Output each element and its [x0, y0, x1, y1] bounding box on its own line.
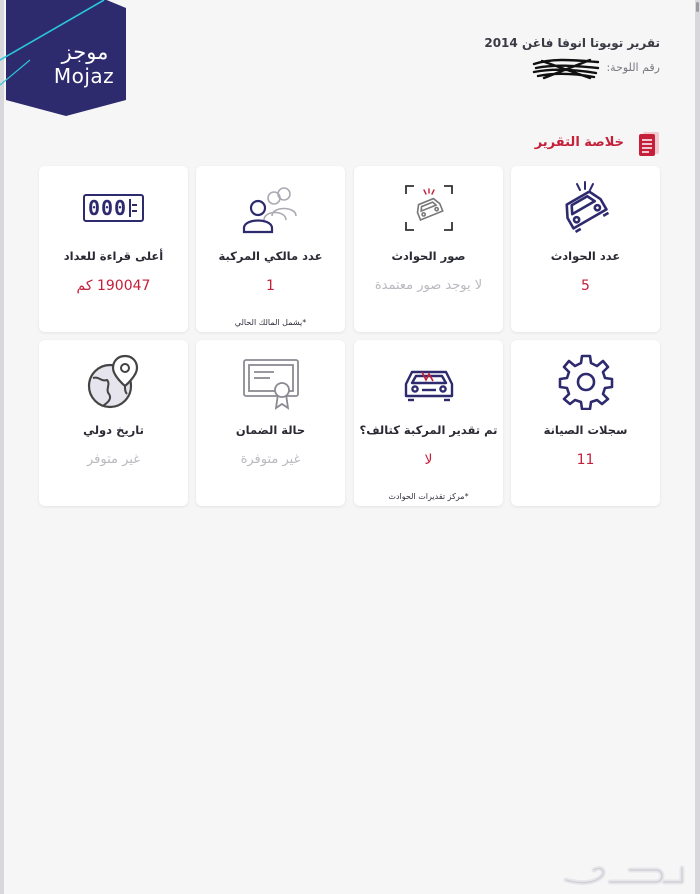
- odometer-icon: [83, 180, 145, 236]
- plate-label: رقم اللوحة:: [606, 61, 660, 74]
- card-total-loss: [354, 340, 503, 506]
- odometer-digits: 000: [87, 196, 128, 220]
- card-label: حالة الضمان: [235, 423, 306, 437]
- section-title: خلاصة التقرير: [534, 135, 624, 150]
- card-value: غير متوفر: [86, 452, 140, 467]
- report-document-icon: [638, 131, 660, 157]
- card-value: 190047 كم: [76, 278, 151, 294]
- card-owners-count: [196, 166, 345, 332]
- card-label: سجلات الصيانة: [543, 423, 628, 437]
- card-label: تم تقدير المركبة كتالف؟: [359, 423, 498, 437]
- card-warranty-status: [196, 340, 345, 506]
- owners-icon: [240, 180, 302, 236]
- left-edge: [0, 0, 4, 894]
- car-damage-icon: [398, 354, 460, 410]
- haraj-watermark-icon: [560, 858, 688, 890]
- certificate-icon: [240, 354, 302, 410]
- card-accident-photos: [354, 166, 503, 332]
- card-value: لا يوجد صور معتمدة: [374, 278, 483, 293]
- gear-icon: [555, 354, 617, 410]
- redacted-plate-scribble: [532, 56, 600, 82]
- card-international-history: [39, 340, 188, 506]
- card-label: تاريخ دولي: [83, 423, 144, 437]
- logo-name-en: Mojaz: [53, 64, 115, 88]
- mojaz-logo: [0, 0, 140, 122]
- card-odometer: [39, 166, 188, 332]
- report-title: تقرير تويوتا انوفا فاغن 2014: [484, 36, 660, 50]
- card-label: عدد الحوادث: [550, 249, 621, 263]
- globe-pin-icon: [83, 354, 145, 410]
- accident-photo-icon: [398, 180, 460, 236]
- card-value: 5: [581, 278, 590, 294]
- logo-name-ar: موجز: [61, 40, 109, 64]
- scrollbar-thumb[interactable]: [696, 2, 699, 12]
- card-label: عدد مالكي المركبة: [218, 249, 323, 263]
- card-label: صور الحوادث: [391, 249, 466, 263]
- card-label: أعلى قراءة للعداد: [63, 249, 164, 263]
- scrollbar[interactable]: [695, 0, 700, 894]
- car-crash-icon: [555, 180, 617, 236]
- card-note: *يشمل المالك الحالي: [234, 318, 307, 327]
- card-value: لا: [424, 452, 433, 468]
- card-accidents-count: [511, 166, 660, 332]
- card-note: *مركز تقديرات الحوادث: [388, 492, 469, 501]
- card-maintenance-records: [511, 340, 660, 506]
- card-value: 11: [576, 452, 595, 468]
- card-value: غير متوفرة: [240, 452, 301, 467]
- card-value: 1: [266, 278, 275, 294]
